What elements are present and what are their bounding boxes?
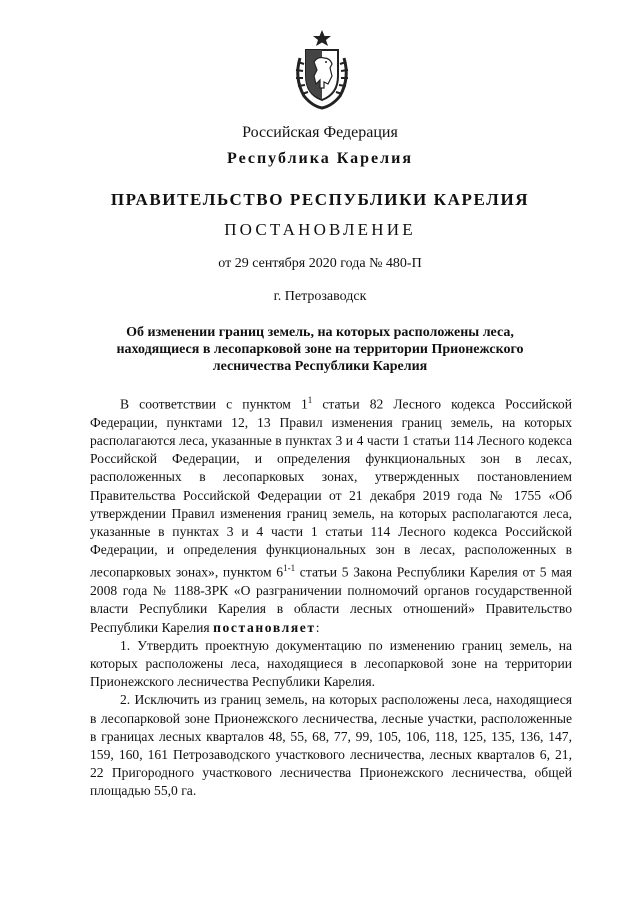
title-line: лесничества Республики Карелия — [212, 359, 428, 374]
republic-name: Республика Карелия — [227, 150, 413, 167]
resolves-colon: : — [315, 619, 320, 635]
document-date-number: от 29 сентября 2020 года № 480-П — [218, 256, 422, 271]
country-name: Российская Федерация — [242, 124, 398, 141]
preamble-paragraph — [90, 391, 572, 637]
document-type: ПОСТАНОВЛЕНИЕ — [224, 220, 416, 239]
title-line: находящиеся в лесопарковой зоне на территории Прионежского — [116, 342, 524, 357]
item-paragraph: 1. Утвердить проектную документацию по изменению границ земель, на которых расположены леса, находящиеся в лесопарковой зоне на территории Прионежского лесничества Республики Карелия. — [90, 637, 572, 690]
document-city: г. Петрозаводск — [273, 289, 367, 304]
resolves-word: постановляет — [213, 619, 316, 635]
document-body — [90, 391, 572, 801]
item-paragraph: 2. Исключить из границ земель, на которых расположены леса, находящиеся в лесопарковой зоне Прионежского лесничества, лесные участки, расположенные в границах лесных кварталов 48, 55, 68, 77, 99, 105, 106, 118, 125, 135, 136, 147, 159, 160, 161 Петрозаводского участкового лесничества, лесных кварталов 6, 21, 22 Пригородного участкового лесничества Прионежского лесничества, общей площадью 55,0 га. — [90, 692, 572, 799]
superscript: 1 — [307, 395, 313, 405]
title-line: Об изменении границ земель, на которых расположены леса, — [126, 325, 514, 340]
document-title — [0, 324, 640, 375]
karelia-coat-of-arms-icon — [290, 28, 354, 110]
preamble-text: статьи 82 Лесного кодекса Российской Федерации, пунктами 12, 13 Правил изменения границ земель, на которых располагаются леса, указанные в пунктах 3 и 4 части 1 статьи 114 Лесного кодекса Российской Федерации, и определения функциональных зон в лесах, расположенных в лесопарковых зонах, утвержденных постановлением Правительства Российской Федерации от 21 декабря 2019 года № 1755 «Об утверждении Правил изменения границ земель, на которых располагаются леса, указанные в пунктах 3 и 4 части 1 статьи 114 Лесного кодекса Российской Федерации, и определения функциональных зон в лесах, расположенных в лесопарковых зонах», пунктом 6 — [90, 396, 572, 580]
preamble-text: статьи 5 Закона Республики Карелия от 5 мая 2008 года № 1188-ЗРК «О разграничении полномочий органов государственной власти Республики Карелия в области лесных отношений» Правительство Республики Карелия — [90, 564, 572, 635]
preamble-text: В соответствии с пунктом 1 — [120, 396, 308, 412]
superscript: 1-1 — [283, 563, 296, 574]
government-name: ПРАВИТЕЛЬСТВО РЕСПУБЛИКИ КАРЕЛИЯ — [110, 190, 530, 209]
